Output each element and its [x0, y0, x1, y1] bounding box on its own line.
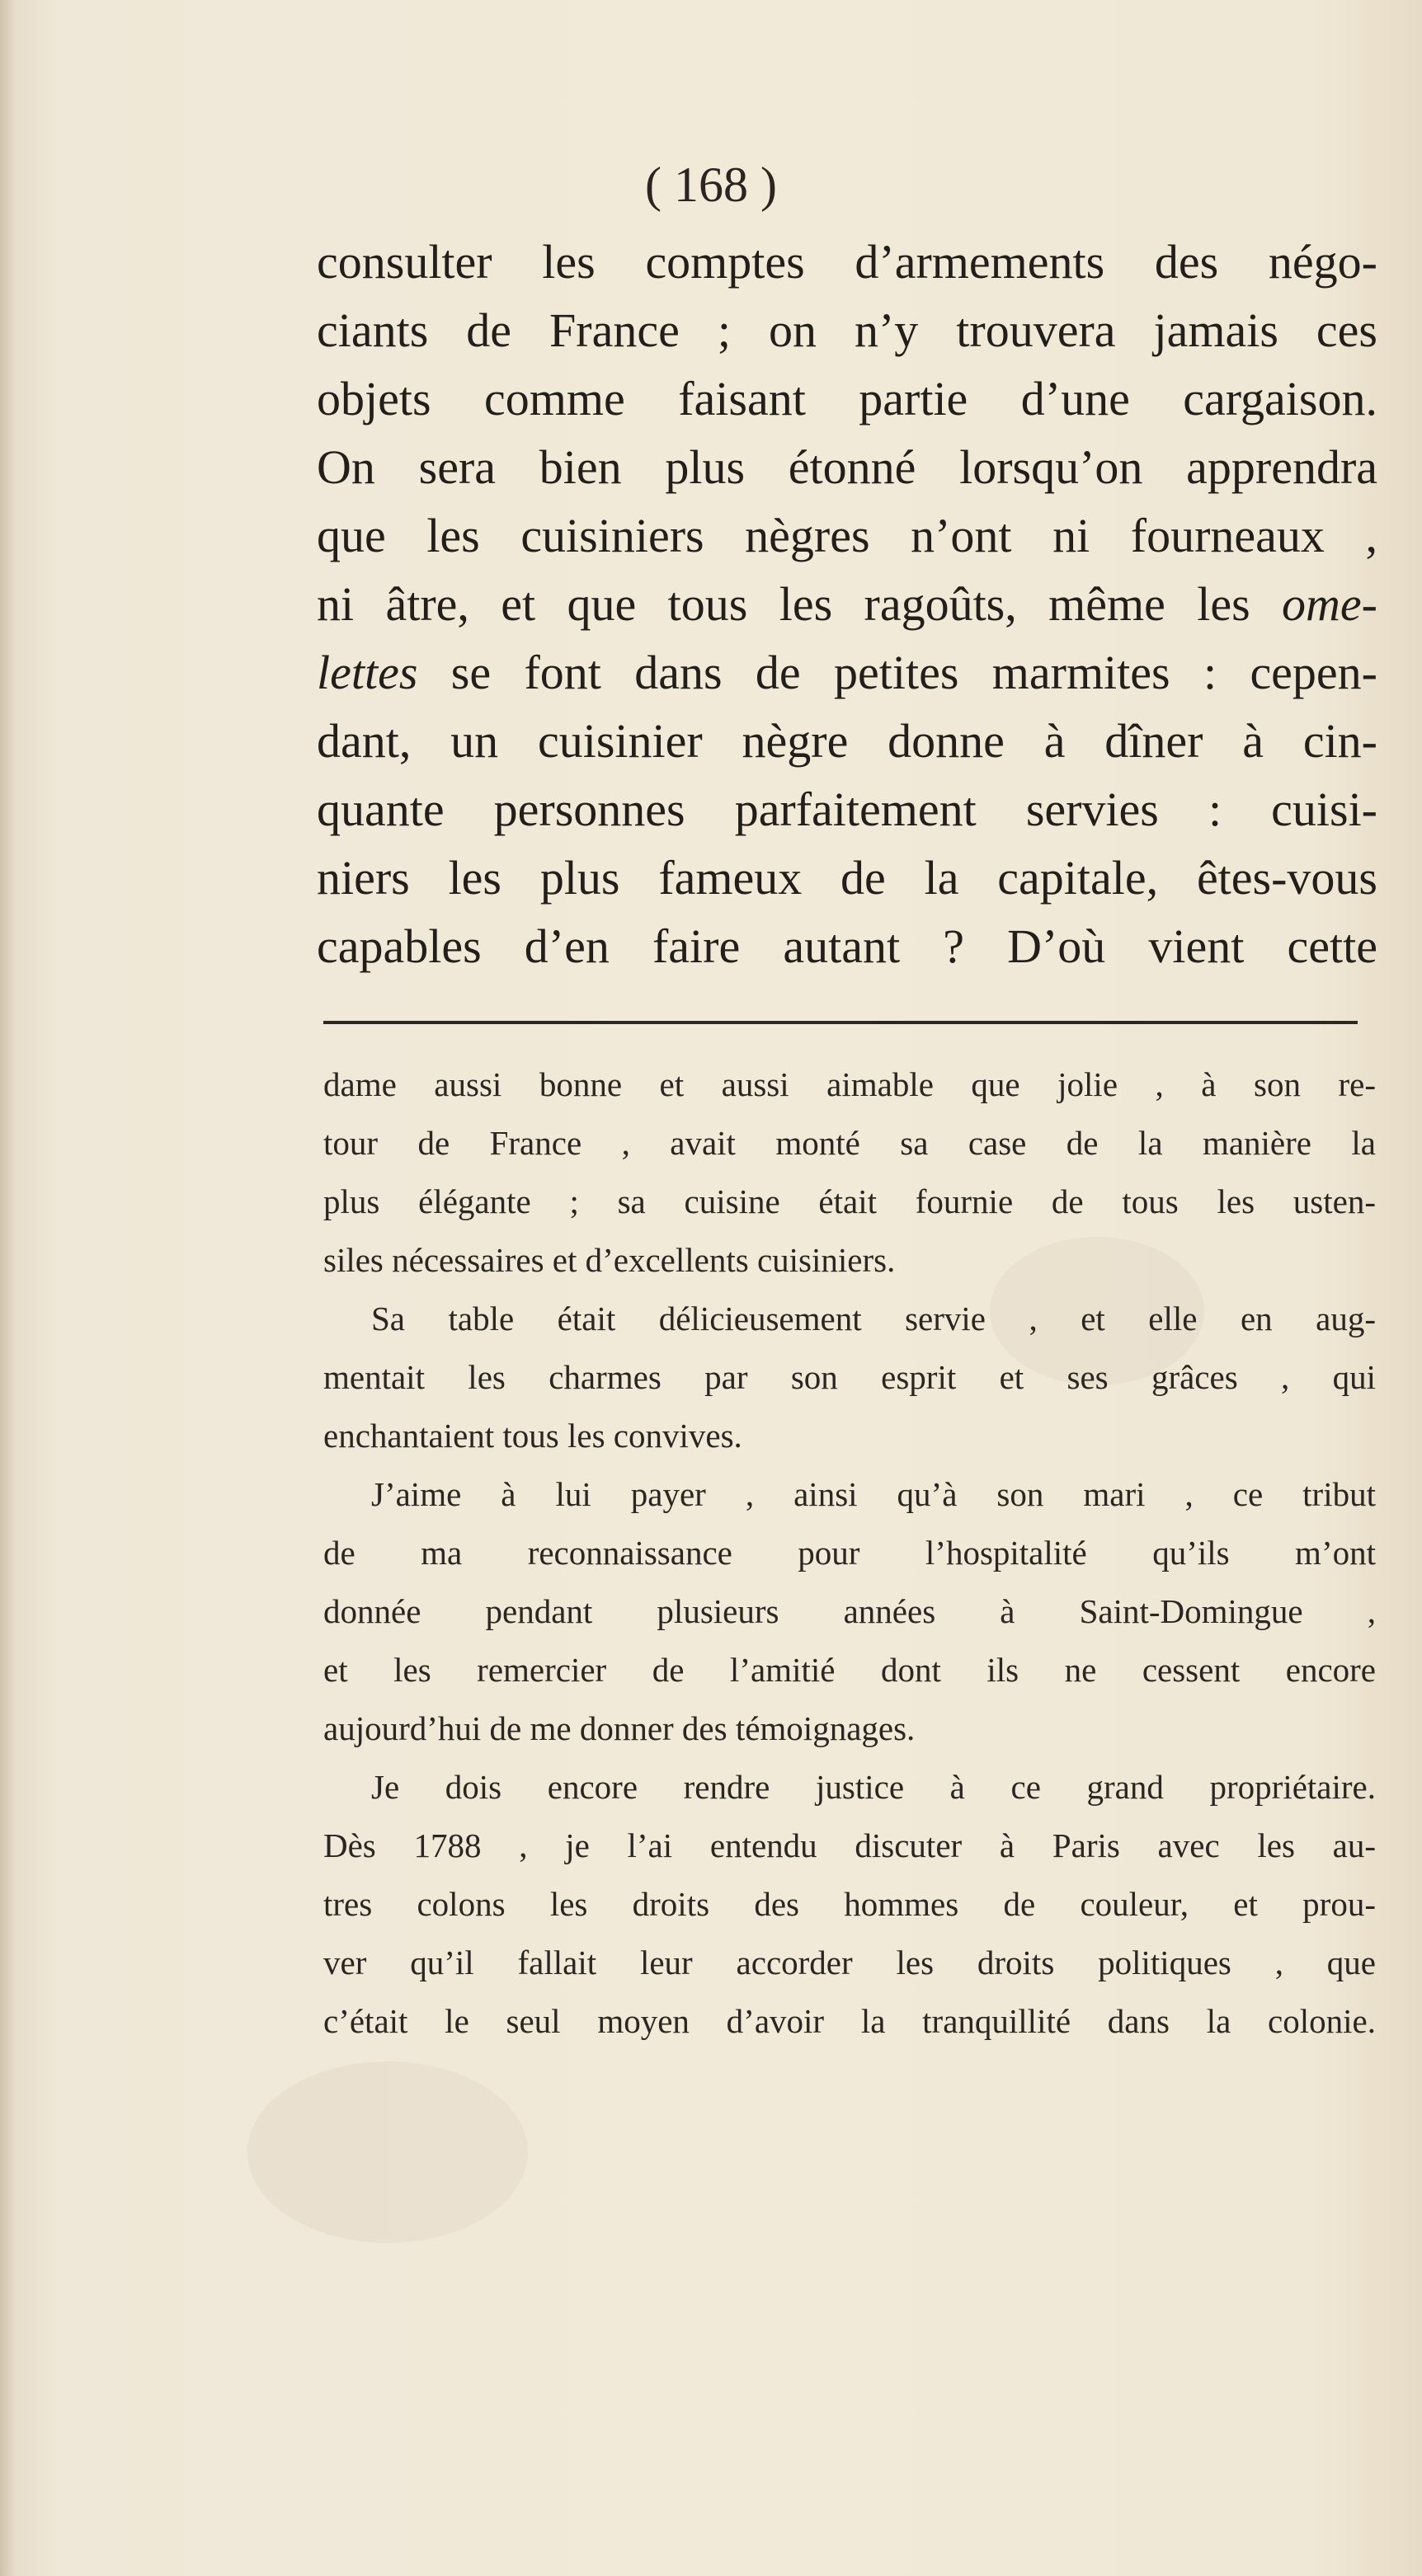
footnote-line: tour de France , avait monté sa case de la manière la	[323, 1124, 1376, 1162]
footnote-line: Dès 1788 , je l’ai entendu discuter à Paris avec les au-	[323, 1826, 1376, 1864]
text-line: niers les plus fameux de la capitale, êtes-vous	[317, 851, 1377, 905]
footnote-line: plus élégante ; sa cuisine était fournie de tous les usten-	[323, 1182, 1376, 1220]
text-segment: ni âtre, et que tous les ragoûts, même les	[317, 577, 1283, 631]
footnote-line: siles nécessaires et d’excellents cuisiniers.	[323, 1241, 896, 1279]
footnote-separator-rule	[323, 1021, 1358, 1024]
page-gutter-shadow	[0, 0, 15, 2576]
text-line	[317, 638, 1377, 707]
footnote-line: aujourd’hui de me donner des témoignages.	[323, 1709, 916, 1747]
footnote-line: de ma reconnaissance pour l’hospitalité qu’ils m’ont	[323, 1534, 1376, 1572]
text-line: On sera bien plus étonné lorsqu’on apprendra	[317, 440, 1377, 494]
footnote-line: enchantaient tous les convives.	[323, 1417, 742, 1455]
italic-word: lettes	[317, 646, 418, 699]
footnote-line: et les remercier de l’amitié dont ils ne cessent encore	[323, 1651, 1376, 1689]
text-line: capables d’en faire autant ? D’où vient cette	[317, 919, 1377, 973]
text-line: dant, un cuisinier nègre donne à dîner à cin-	[317, 714, 1377, 768]
text-line	[317, 570, 1377, 638]
italic-word: ome-	[1282, 577, 1377, 631]
text-line: quante personnes parfaitement servies : cuisi-	[317, 783, 1377, 836]
text-segment: se font dans de petites marmites : cepen-	[417, 646, 1377, 699]
page-number: ( 168 )	[645, 157, 777, 212]
footnote-line: ver qu’il fallait leur accorder les droits politiques , que	[323, 1944, 1376, 1981]
footnote-line: dame aussi bonne et aussi aimable que jolie , à son re-	[323, 1065, 1376, 1103]
text-line: que les cuisiniers nègres n’ont ni fourneaux ,	[317, 509, 1377, 562]
footnote-line: c’était le seul moyen d’avoir la tranquillité dans la colonie.	[323, 2002, 1376, 2040]
footnote-line: Sa table était délicieusement servie , et elle en aug-	[371, 1300, 1376, 1337]
footnote-line: donnée pendant plusieurs années à Saint-Domingue ,	[323, 1592, 1376, 1630]
text-line: consulter les comptes d’armements des négo-	[317, 235, 1377, 289]
footnote-line: J’aime à lui payer , ainsi qu’à son mari , ce tribut	[371, 1475, 1376, 1513]
footnote-line: Je dois encore rendre justice à ce grand propriétaire.	[371, 1768, 1376, 1806]
footnote-line: tres colons les droits des hommes de couleur, et prou-	[323, 1885, 1376, 1923]
main-body-text	[317, 228, 1377, 980]
footnote-line: mentait les charmes par son esprit et ses grâces , qui	[323, 1358, 1376, 1396]
paper-stain	[247, 2061, 528, 2243]
footnote-text	[323, 1055, 1376, 2051]
text-line: ciants de France ; on n’y trouvera jamais ces	[317, 303, 1377, 357]
text-line: objets comme faisant partie d’une cargaison.	[317, 372, 1377, 425]
